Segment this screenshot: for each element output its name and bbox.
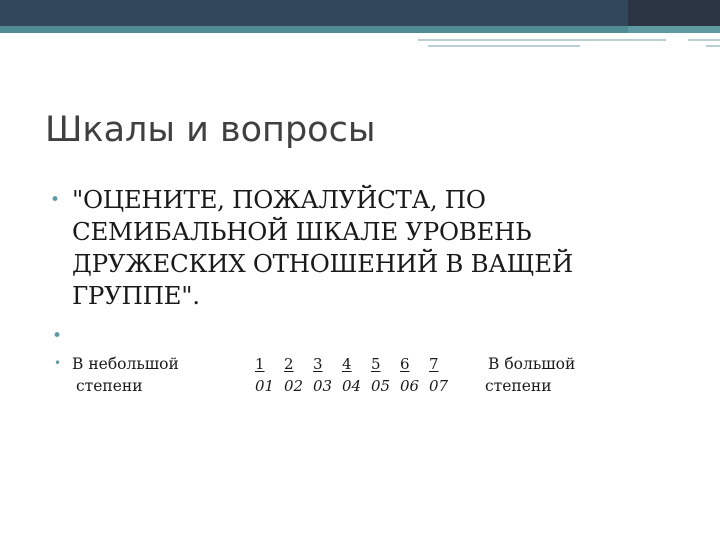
header-bar-dark-accent [628, 0, 720, 26]
header-bar-teal-accent [628, 26, 720, 33]
scale-number: 3 [313, 355, 323, 373]
scale-number: 7 [429, 355, 439, 373]
slide-title: Шкалы и вопросы [45, 110, 376, 150]
scale-code: 02 [284, 377, 304, 395]
scale-codes [255, 376, 458, 397]
scale-code: 06 [400, 377, 420, 395]
scale-right-label-line2: степени [485, 377, 552, 395]
scale-right-label-line1: В большой [488, 355, 576, 373]
header-stripe [706, 45, 720, 47]
question-text: "ОЦЕНИТЕ, ПОЖАЛУЙСТА, ПО СЕМИБАЛЬНОЙ ШКАЛЕ УРОВЕНЬ ДРУЖЕСКИХ ОТНОШЕНИЙ В ВАЩЕЙ ГРУППЕ". [72, 185, 573, 310]
bullet-icon: • [52, 326, 63, 346]
scale-code: 03 [313, 377, 333, 395]
scale-numbers [255, 354, 458, 375]
bullet-icon: • [54, 356, 62, 370]
header-stripe [428, 45, 580, 47]
header-stripe [688, 39, 720, 41]
scale-number: 4 [342, 355, 352, 373]
header-bar-teal [0, 26, 720, 33]
header-bar-dark [0, 0, 720, 26]
scale-number: 6 [400, 355, 410, 373]
scale-left-label-line1: В небольшой [72, 355, 179, 373]
scale-number: 1 [255, 355, 265, 373]
scale-code: 01 [255, 377, 275, 395]
header-stripe [418, 39, 666, 41]
scale-code: 07 [429, 377, 449, 395]
scale-code: 04 [342, 377, 362, 395]
scale-code: 05 [371, 377, 391, 395]
scale-left-label-line2: степени [76, 377, 143, 395]
scale-number: 2 [284, 355, 294, 373]
scale-number: 5 [371, 355, 381, 373]
bullet-icon: • [50, 190, 61, 210]
